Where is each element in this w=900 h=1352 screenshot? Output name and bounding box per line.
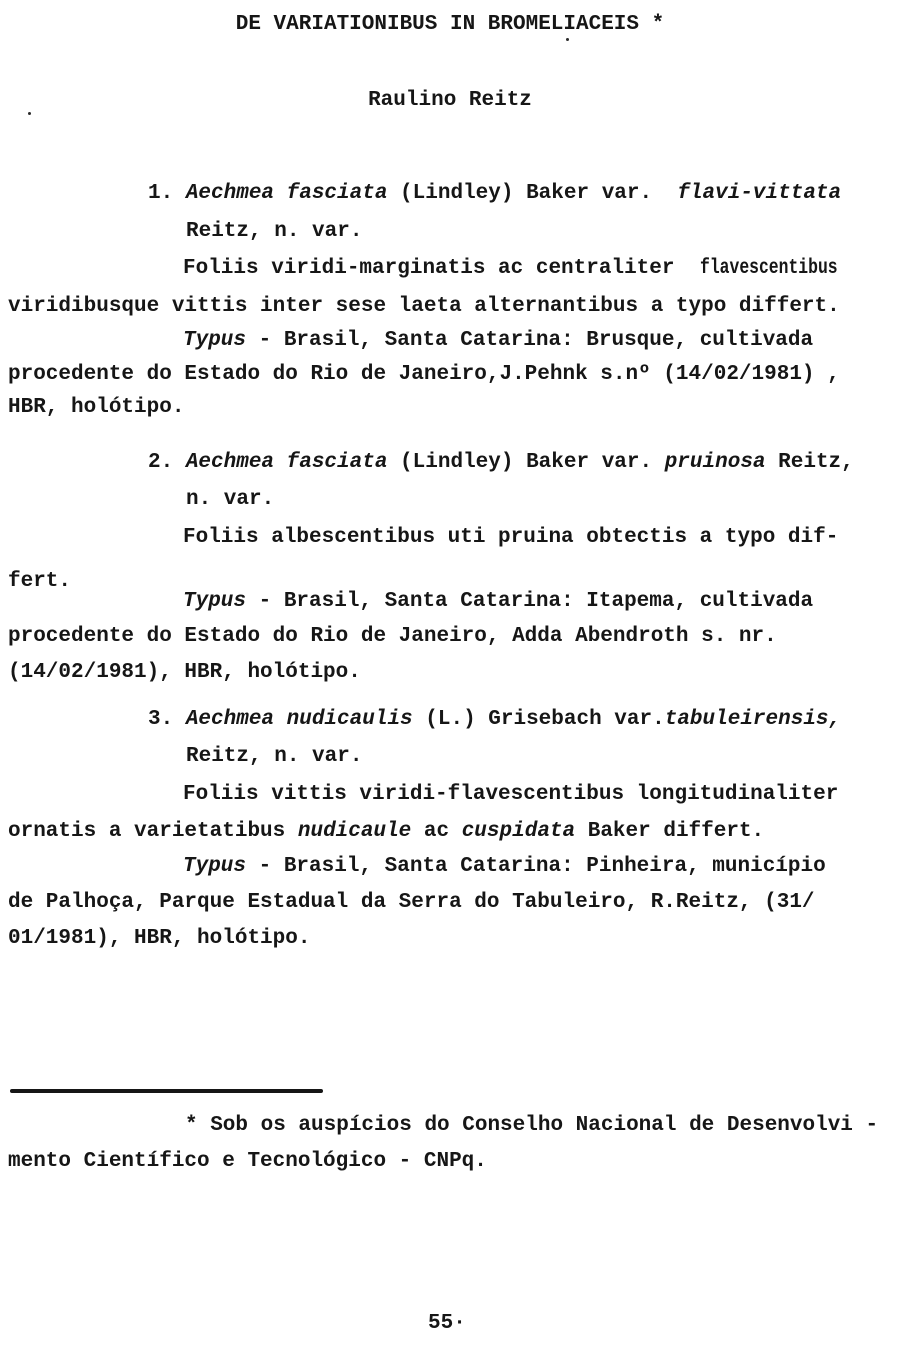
typus-label-italic: Typus [183,590,247,613]
entry-1-name-line-2: Reitz, n. var. [186,220,363,243]
author-name: Raulino Reitz [368,89,532,112]
page-number: 55· [428,1312,466,1335]
entry-3-diagnosis-line-2 [8,821,764,842]
variety-name-italic: cuspidata [461,820,576,843]
variety-name-italic: pruinosa [664,451,766,474]
diagnosis-text: Baker differt. [575,820,765,843]
entry-1-name-line-1 [148,183,841,204]
genus-species-italic: Aechmea fasciata [185,182,388,205]
entry-1-diagnosis-line-2: viridibusque vittis inter sese laeta alternantibus a typo differt. [8,295,840,318]
entry-2-typus-line-2: procedente do Estado do Rio de Janeiro, Adda Abendroth s. nr. [8,625,777,648]
typus-label-italic: Typus [183,855,247,878]
entry-number: 2. [148,451,186,474]
footnote-line-2: mento Científico e Tecnológico - CNPq. [8,1150,487,1173]
entry-number: 1. [148,182,186,205]
entry-1-diagnosis-line-1 [183,258,876,279]
variety-name-italic: nudicaule [297,820,412,843]
entry-2-name-line-1 [148,452,854,473]
document-title: DE VARIATIONIBUS IN BROMELIACEIS * [235,13,665,36]
entry-3-typus-line-1 [183,856,826,877]
typus-text: - Brasil, Santa Catarina: Itapema, cultivada [246,590,814,613]
authority-text: (Lindley) Baker var. [387,451,665,474]
entry-2-diagnosis-line-2: fert. [8,570,72,593]
diagnosis-text: ornatis a varietatibus [8,820,298,843]
footnote-line-1: * Sob os auspícios do Conselho Nacional de Desenvolvi - [185,1114,879,1137]
diagnosis-text: Foliis viridi-marginatis ac centraliter [183,257,700,280]
authority-text: (L.) Grisebach var. [412,708,665,731]
footnote-rule [10,1089,323,1093]
variety-name-italic: flavi-vittata [677,182,842,205]
variety-name-italic: tabuleirensis, [664,708,842,731]
entry-1-typus-line-1 [183,330,813,351]
entry-2-diagnosis-line-1: Foliis albescentibus uti pruina obtectis a typo dif- [183,526,839,549]
entry-3-diagnosis-line-1: Foliis vittis viridi-flavescentibus longitudinaliter [183,783,839,806]
entry-2-name-line-2: n. var. [186,488,275,511]
authority-text: Reitz, [765,451,854,474]
typus-label-italic: Typus [183,329,247,352]
genus-species-italic: Aechmea fasciata [185,451,388,474]
diagnosis-text: ac [411,820,462,843]
scan-artifact-dot [28,112,31,115]
authority-text: (Lindley) Baker var. [387,182,678,205]
entry-3-typus-line-2: de Palhoça, Parque Estadual da Serra do Tabuleiro, R.Reitz, (31/ [8,891,815,914]
diagnosis-text-condensed: flavescentibus [699,257,838,280]
typus-text: - Brasil, Santa Catarina: Pinheira, município [246,855,826,878]
entry-2-typus-line-3: (14/02/1981), HBR, holótipo. [8,661,361,684]
entry-3-name-line-1 [148,709,841,730]
genus-species-italic: Aechmea nudicaulis [185,708,413,731]
entry-2-typus-line-1 [183,591,813,612]
entry-1-typus-line-2: procedente do Estado do Rio de Janeiro,J.Pehnk s.nº (14/02/1981) , [8,363,840,386]
typus-text: - Brasil, Santa Catarina: Brusque, cultivada [246,329,814,352]
scan-artifact-dot [566,38,569,41]
entry-3-name-line-2: Reitz, n. var. [186,745,363,768]
entry-1-typus-line-3: HBR, holótipo. [8,396,185,419]
entry-3-typus-line-3: 01/1981), HBR, holótipo. [8,927,311,950]
entry-number: 3. [148,708,186,731]
